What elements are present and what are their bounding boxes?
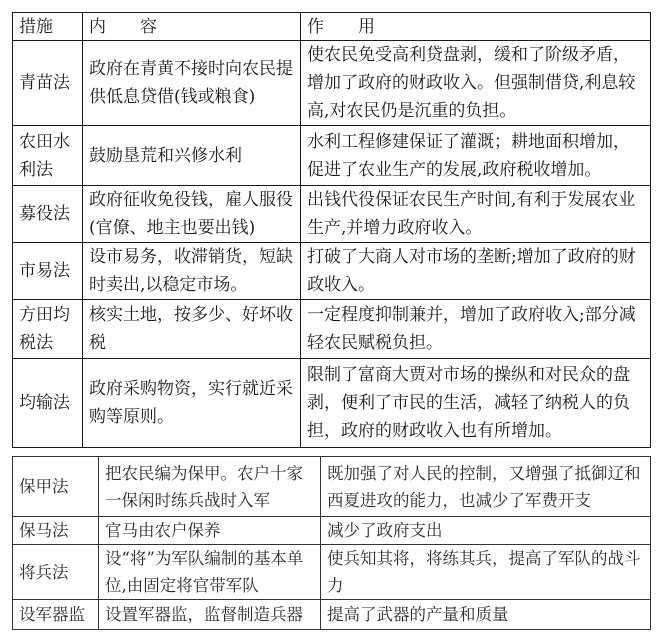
measure-cell: 市易法 [13,243,83,300]
table-row [13,243,651,300]
table-row [13,186,651,243]
content-cell: 设“将”为军队编制的基本单位,由固定将官带军队 [99,545,321,600]
header-measure: 措施 [13,13,83,41]
measure-cell: 均输法 [13,359,83,448]
effect-cell: 水利工程修建保证了灌溉；耕地面积增加，促进了农业生产的发展,政府税收增加。 [301,126,651,186]
measure-cell: 方田均税法 [13,300,83,359]
effect-cell: 使兵知其将，将练其兵，提高了军队的战斗力 [321,545,651,600]
content-cell: 设置军器监，监督制造兵器 [99,600,321,630]
content-cell: 政府采购物资，实行就近采购等原则。 [83,359,301,448]
table-row [13,41,651,126]
header-effect: 作 用 [301,13,651,41]
table-row [13,545,651,600]
content-cell: 鼓励垦荒和兴修水利 [83,126,301,186]
measure-cell: 保甲法 [13,457,99,517]
table-row [13,300,651,359]
table-row [13,457,651,517]
measure-cell: 青苗法 [13,41,83,126]
measure-cell: 保马法 [13,517,99,545]
effect-cell: 打破了大商人对市场的垄断;增加了政府的财政收入。 [301,243,651,300]
effect-cell: 出钱代役保证农民生产时间,有利于发展农业生产,并增力政府收入。 [301,186,651,243]
content-cell: 政府征收免役钱，雇人服役(官僚、地主也要出钱) [83,186,301,243]
measure-cell: 募役法 [13,186,83,243]
content-cell: 核实土地，按多少、好坏收税 [83,300,301,359]
table-row [13,126,651,186]
table-row [13,359,651,448]
header-content: 内 容 [83,13,301,41]
effect-cell: 提高了武器的产量和质量 [321,600,651,630]
measure-cell: 农田水利法 [13,126,83,186]
military-reforms-table [12,456,651,630]
measure-cell: 将兵法 [13,545,99,600]
header-row [13,13,651,41]
content-cell: 官马由农户保养 [99,517,321,545]
table-row [13,600,651,630]
content-cell: 政府在青黄不接时向农民提供低息贷借(钱或粮食) [83,41,301,126]
effect-cell: 既加强了对人民的控制，又增强了抵御辽和西夏进攻的能力，也减少了军费开支 [321,457,651,517]
reform-measures-table [12,12,651,448]
effect-cell: 限制了富商大贾对市场的操纵和对民众的盘剥，便利了市民的生活，减轻了纳税人的负担，政府的财政收入也有所增加。 [301,359,651,448]
effect-cell: 使农民免受高利贷盘剥，缓和了阶级矛盾，增加了政府的财政收入。但强制借贷,利息较高,对农民仍是沉重的负担。 [301,41,651,126]
content-cell: 设市易务，收滞销货，短缺时卖出,以稳定市场。 [83,243,301,300]
effect-cell: 一定程度抑制兼并，增加了政府收入;部分减轻农民赋税负担。 [301,300,651,359]
content-cell: 把农民编为保甲。农户十家一保闲时练兵战时入军 [99,457,321,517]
table-row [13,517,651,545]
measure-cell: 设军器监 [13,600,99,630]
effect-cell: 减少了政府支出 [321,517,651,545]
